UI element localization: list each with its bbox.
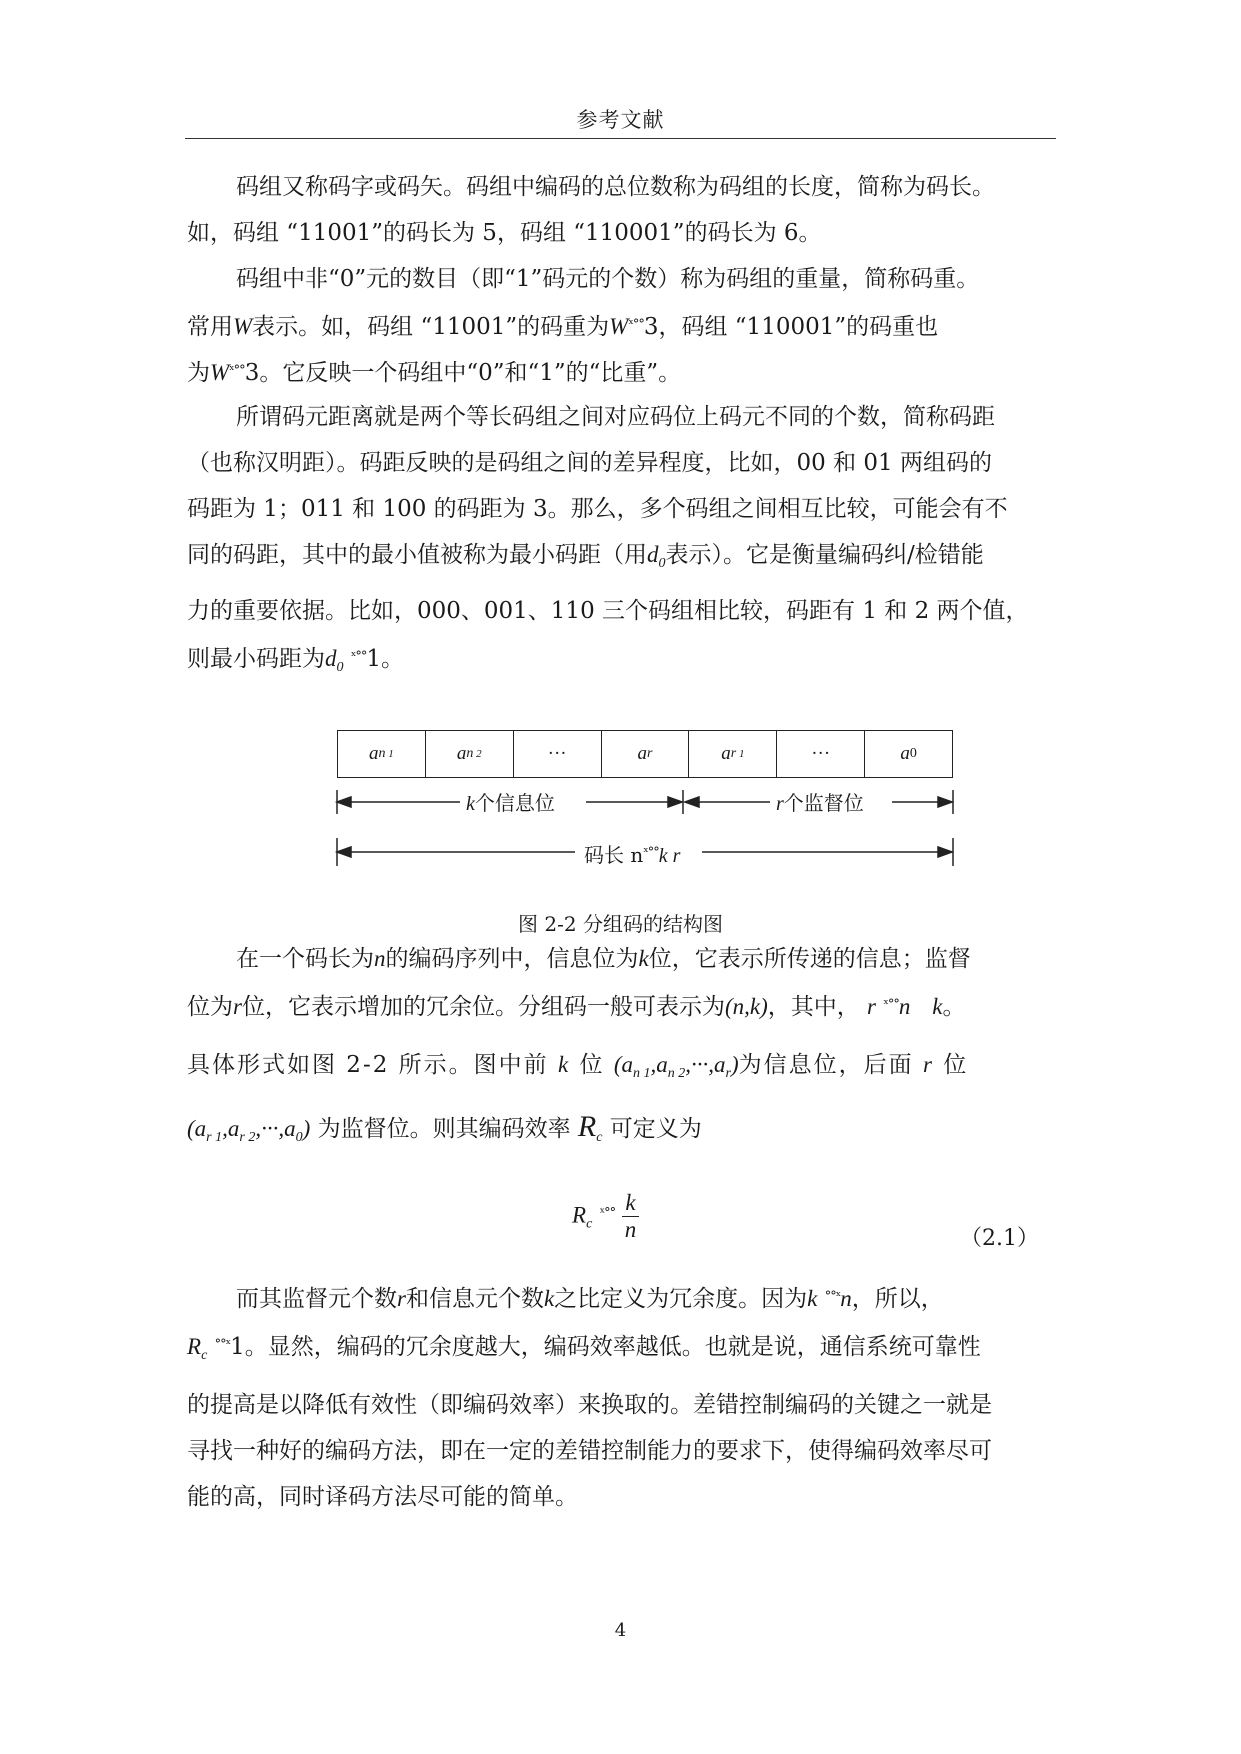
math-r: r — [867, 994, 876, 1019]
p2-text-a: 常用 — [187, 314, 233, 340]
check-label-text: 个监督位 — [783, 791, 864, 815]
p4-text-g: 。 — [942, 994, 966, 1020]
length-label-tail: k r — [658, 845, 681, 867]
p4-text-f: ，其中， — [767, 994, 860, 1020]
p4-text-d: 位为 — [187, 994, 233, 1020]
p3-text-d: 1。 — [366, 646, 404, 672]
p2-line-1: 码组中非“0”元的数目（即“1”码元的个数）称为码组的重量，简称码重。 — [236, 266, 980, 292]
p4-text-i: 位 — [579, 1052, 605, 1078]
figure-caption: 图 2-2 分组码的结构图 — [518, 912, 723, 936]
math-r: r — [233, 994, 242, 1019]
info-bits-label — [466, 788, 555, 819]
p4-text-c: 位，它表示所传递的信息；监督 — [648, 946, 971, 972]
math-W: W — [233, 314, 253, 339]
p4-text-a: 在一个码长为 — [236, 946, 374, 972]
p3-line-4 — [187, 540, 984, 579]
math-d-sub: 0 — [658, 556, 666, 571]
cell-a-0: a 0 — [900, 743, 917, 764]
p5-text-d: ，所以， — [851, 1286, 944, 1312]
p2-text-c: 3，码组 “110001”的码重也 — [643, 314, 939, 340]
garbled-glyph: ˣ°° — [643, 845, 659, 860]
math-k: k — [466, 793, 475, 815]
p4-text-e: 位，它表示增加的冗余位。分组码一般可表示为 — [241, 994, 725, 1020]
p5-text-a: 而其监督元个数 — [236, 1286, 397, 1312]
p4-line-4 — [187, 1112, 702, 1153]
monitor-seq-open: (a — [187, 1116, 207, 1141]
p2-text-d: 为 — [187, 360, 210, 386]
p4-line-2 — [187, 990, 965, 1022]
p2-text-b: 表示。如，码组 “11001”的码重为 — [252, 314, 610, 340]
cell-a-n-1: a n 1 — [338, 731, 426, 777]
math-R-sub: c — [596, 1130, 603, 1145]
cell-ellipsis-2: ··· — [777, 731, 865, 777]
math-k: k — [543, 1286, 555, 1311]
math-W: W — [609, 314, 629, 339]
garbled-glyph: ˣ°° — [599, 1205, 616, 1221]
p3-line-1: 所谓码元距离就是两个等长码组之间对应码位上码元不同的个数，简称码距 — [236, 404, 995, 430]
math-d: d — [325, 646, 337, 671]
p5-line-3: 的提高是以降低有效性（即编码效率）来换取的。差错控制编码的关键之一就是 — [187, 1392, 992, 1418]
cell-a-r: a r — [602, 731, 690, 777]
cell-a-r-1: a r 1 — [689, 731, 777, 777]
p3-line-3: 码距为 1；011 和 100 的码距为 3。那么，多个码组之间相互比较，可能会有不 — [187, 496, 1008, 522]
p4-text-b: 的编码序列中，信息位为 — [385, 946, 639, 972]
p5-text-c: 之比定义为冗余度。因为 — [554, 1286, 808, 1312]
monitor-sequence: $(a_{r 1},a_{r 2},\cdot\cdot\cdot,a_0)$ — [187, 1116, 311, 1145]
p4-text-k: 位 — [943, 1052, 969, 1078]
page-number: 4 — [614, 1620, 627, 1641]
cell-a-n-2: a n 2 — [426, 731, 514, 777]
p1-line-2: 如，码组 “11001”的码长为 5，码组 “110001”的码长为 6。 — [187, 220, 822, 246]
info-seq-open: (a — [613, 1052, 633, 1077]
p2-line-2 — [187, 310, 938, 342]
p5-line-1 — [236, 1282, 944, 1314]
math-W: W — [210, 360, 230, 385]
garbled-glyph: ˣ°° — [350, 649, 367, 664]
p4-line-1 — [236, 944, 971, 974]
p3-text-b: 表示）。它是衡量编码纠/检错能 — [665, 542, 984, 568]
eq-denominator: n — [624, 1217, 637, 1242]
length-label — [584, 838, 680, 871]
math-d-sub: 0 — [336, 660, 344, 675]
check-bits-label — [776, 788, 864, 819]
eq-R-sub: c — [586, 1216, 593, 1232]
math-r: r — [922, 1052, 934, 1077]
math-nk: (n,k) — [724, 994, 768, 1019]
p5-text-b: 和信息元个数 — [405, 1286, 544, 1312]
cell-ellipsis-1: ··· — [514, 731, 602, 777]
garbled-glyph: ˣ°° — [229, 363, 245, 378]
p3-line-2: （也称汉明距）。码距反映的是码组之间的差异程度，比如，00 和 01 两组码的 — [187, 450, 992, 476]
eq-numerator: k — [622, 1190, 638, 1217]
math-k: k — [638, 946, 649, 971]
p5-line-5: 能的高，同时译码方法尽可能的简单。 — [187, 1484, 578, 1510]
p5-line-2 — [187, 1330, 981, 1371]
p4-text-l: 为监督位。则其编码效率 — [317, 1116, 571, 1142]
garbled-glyph: °°ˣ — [214, 1337, 231, 1352]
codeword-structure-boxes — [337, 730, 953, 778]
math-r: r — [776, 793, 784, 815]
math-k: k — [932, 994, 943, 1019]
p1-line-1: 码组又称码字或码矢。码组中编码的总位数称为码组的长度，简称为码长。 — [236, 174, 995, 200]
p5-line-4: 寻找一种好的编码方法，即在一定的差错控制能力的要求下，使得编码效率尽可 — [187, 1438, 992, 1464]
eq-fraction — [622, 1190, 638, 1243]
garbled-glyph: ˣ°° — [883, 997, 899, 1012]
p4-text-h: 具体形式如图 2-2 所示。图中前 — [187, 1052, 549, 1078]
math-r: r — [397, 1286, 406, 1311]
equation-number: （2.1） — [960, 1226, 1039, 1251]
math-R: R — [187, 1334, 202, 1359]
math-k: k — [557, 1052, 571, 1077]
p2-line-3 — [187, 356, 681, 388]
p3-text-a: 同的码距，其中的最小值被称为最小码距（用 — [187, 542, 647, 568]
p4-text-m: 可定义为 — [609, 1116, 702, 1142]
math-d: d — [647, 542, 659, 567]
p2-text-e: 3。它反映一个码组中“0”和“1”的“比重”。 — [244, 360, 682, 386]
p3-line-5: 力的重要依据。比如，000、001、110 三个码组相比较，码距有 1 和 2 两个值， — [187, 598, 1029, 624]
header-rule — [185, 138, 1056, 139]
length-label-text: 码长 n — [584, 843, 644, 867]
math-k: k — [807, 1286, 818, 1311]
math-R-sub: c — [201, 1348, 208, 1363]
math-d0 — [325, 646, 344, 675]
math-n-tilde: n — [898, 994, 911, 1019]
eq-R: R — [572, 1202, 587, 1228]
page-header: 参考文献 — [576, 108, 665, 132]
math-n: n — [840, 1286, 852, 1311]
math-R: R — [577, 1110, 597, 1143]
p5-text-e: 1。显然，编码的冗余度越大，编码效率越低。也就是说，通信系统可靠性 — [230, 1334, 981, 1360]
garbled-glyph: ˣ°° — [628, 317, 644, 332]
info-label-text: 个信息位 — [474, 791, 555, 815]
p3-text-c: 则最小码距为 — [187, 646, 325, 672]
garbled-glyph: °°ˣ — [824, 1289, 841, 1304]
math-d0 — [647, 542, 666, 571]
p4-line-3 — [187, 1050, 968, 1089]
math-n: n — [374, 946, 386, 971]
p3-line-6 — [187, 642, 404, 683]
p4-text-j: 为信息位，后面 — [738, 1052, 914, 1078]
info-sequence: $(a_{n 1},a_{n 2},\cdot\cdot\cdot,a_r)$ — [613, 1052, 739, 1081]
equation-2-1 — [572, 1190, 639, 1243]
